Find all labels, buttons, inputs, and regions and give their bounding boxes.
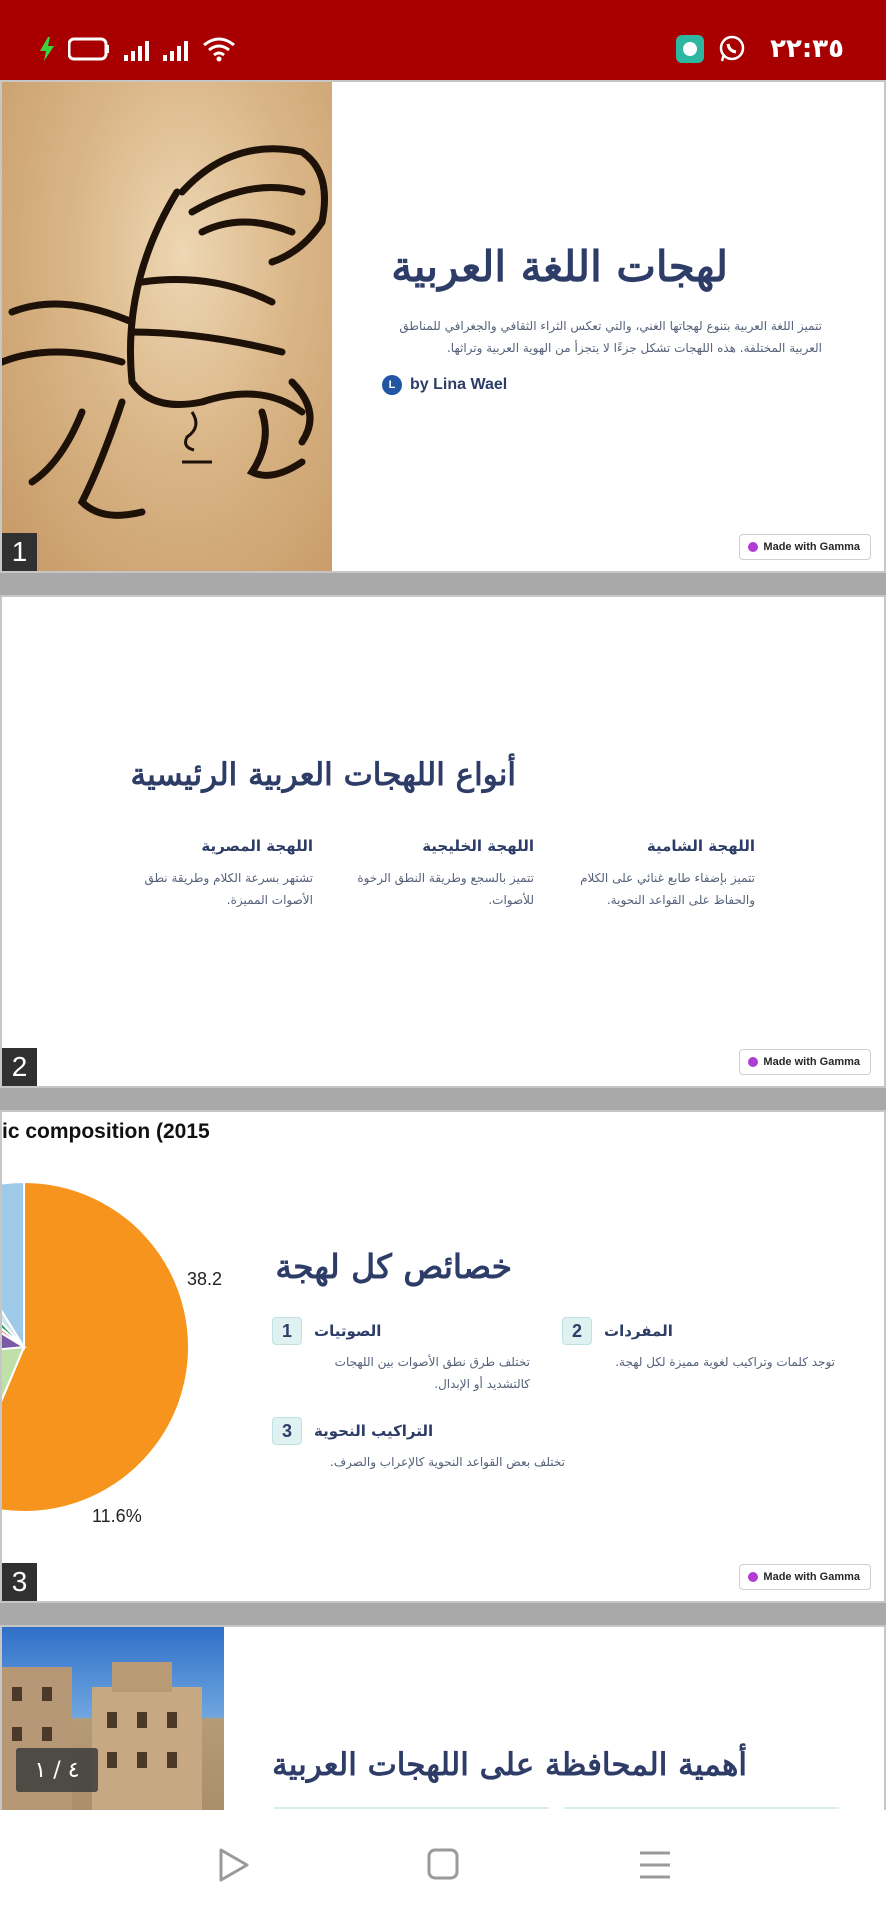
author-avatar: L [382, 375, 402, 395]
page-indicator: ٤ / ١ [16, 1748, 98, 1792]
column-heading: اللهجة المصرية [201, 837, 313, 855]
whatsapp-icon [718, 35, 746, 63]
dialect-column-levantine [570, 837, 755, 911]
recents-button[interactable] [638, 1850, 672, 1880]
number-badge: 3 [272, 1417, 302, 1445]
slide-4[interactable] [0, 1625, 886, 1810]
badge-label: Made with Gamma [763, 1056, 860, 1068]
made-with-gamma-badge[interactable] [739, 1049, 871, 1075]
item-heading: التراكيب النحوية [314, 1422, 434, 1440]
gamma-logo-icon [748, 1572, 758, 1582]
feature-item-1 [272, 1317, 534, 1395]
author-row [382, 375, 822, 395]
messenger-icon [676, 35, 704, 63]
slide-3[interactable] [0, 1110, 886, 1603]
charging-icon [40, 37, 54, 61]
slide-1-title: لهجات اللغة العربية [391, 242, 728, 291]
slide-2-title: أنواع اللهجات العربية الرئيسية [130, 757, 516, 793]
made-with-gamma-badge[interactable] [739, 1564, 871, 1590]
item-heading: المفردات [604, 1322, 673, 1340]
back-button[interactable] [215, 1847, 251, 1883]
column-heading: اللهجة الخليجية [422, 837, 534, 855]
slide-4-title: أهمية المحافظة على اللهجات العربية [272, 1747, 747, 1783]
slide-1[interactable] [0, 80, 886, 573]
status-icons-left [40, 36, 236, 62]
number-badge: 2 [562, 1317, 592, 1345]
home-button[interactable] [426, 1847, 460, 1881]
slide-2[interactable] [0, 595, 886, 1088]
wifi-icon [202, 36, 236, 62]
dialect-column-gulf [349, 837, 534, 911]
feature-item-3 [272, 1417, 572, 1473]
pie-chart [2, 1112, 227, 1603]
item-text: توجد كلمات وتراكيب لغوية مميزة لكل لهجة. [615, 1355, 835, 1369]
column-text: تشتهر بسرعة الكلام وطريقة نطق الأصوات المميزة. [144, 871, 313, 907]
column-text: تتميز بالسجع وطريقة النطق الرخوة للأصوات. [357, 871, 534, 907]
badge-label: Made with Gamma [763, 541, 860, 553]
feature-item-2 [562, 1317, 842, 1373]
clock: ٢٢:٣٥ [770, 34, 844, 64]
slide-number: 3 [2, 1563, 37, 1601]
made-with-gamma-badge[interactable] [739, 534, 871, 560]
pie-chart-image [2, 1112, 227, 1603]
item-text: تختلف طرق نطق الأصوات بين اللهجات كالتشديد أو الإبدال. [334, 1355, 530, 1391]
status-icons-right [676, 34, 844, 64]
item-heading: الصوتيات [314, 1322, 382, 1340]
slide-number: 1 [2, 533, 37, 571]
dialect-column-egyptian [128, 837, 313, 911]
slide-1-description: تتميز اللغة العربية بتنوع لهجاتها الغني، والتي تعكس الثراء الثقافي والجغرافي للمناطق العربية المختلفة. هذه اللهجات تشكل جزءًا لا يتجزأ من الهوية العربية وتراثها. [399, 319, 822, 355]
battery-icon [68, 37, 110, 61]
pie-slice-1 [2, 1182, 189, 1512]
slide-number: 2 [2, 1048, 37, 1086]
gamma-logo-icon [748, 1057, 758, 1067]
item-text: تختلف بعض القواعد النحوية كالإعراب والصرف. [329, 1455, 565, 1469]
horse-calligraphy-image [2, 82, 332, 573]
badge-label: Made with Gamma [763, 1571, 860, 1583]
number-badge: 1 [272, 1317, 302, 1345]
gamma-logo-icon [748, 542, 758, 552]
column-heading: اللهجة الشامية [646, 837, 755, 855]
status-bar [0, 0, 886, 80]
pie-label-2: 11.6% [92, 1506, 142, 1526]
signal-icon-2 [163, 37, 188, 61]
author-name: by Lina Wael [410, 376, 508, 393]
chart-title: ic composition (2015 [2, 1120, 210, 1143]
signal-icon-1 [124, 37, 149, 61]
slide-3-title: خصائص كل لهجة [275, 1247, 512, 1286]
navigation-bar [0, 1810, 886, 1920]
slide-1-content [382, 242, 822, 395]
column-text: تتميز بإضفاء طابع غنائي على الكلام والحفاظ على القواعد النحوية. [580, 871, 755, 907]
pie-label-1: 38.2 [187, 1269, 223, 1289]
slides-viewer[interactable] [0, 80, 886, 1810]
